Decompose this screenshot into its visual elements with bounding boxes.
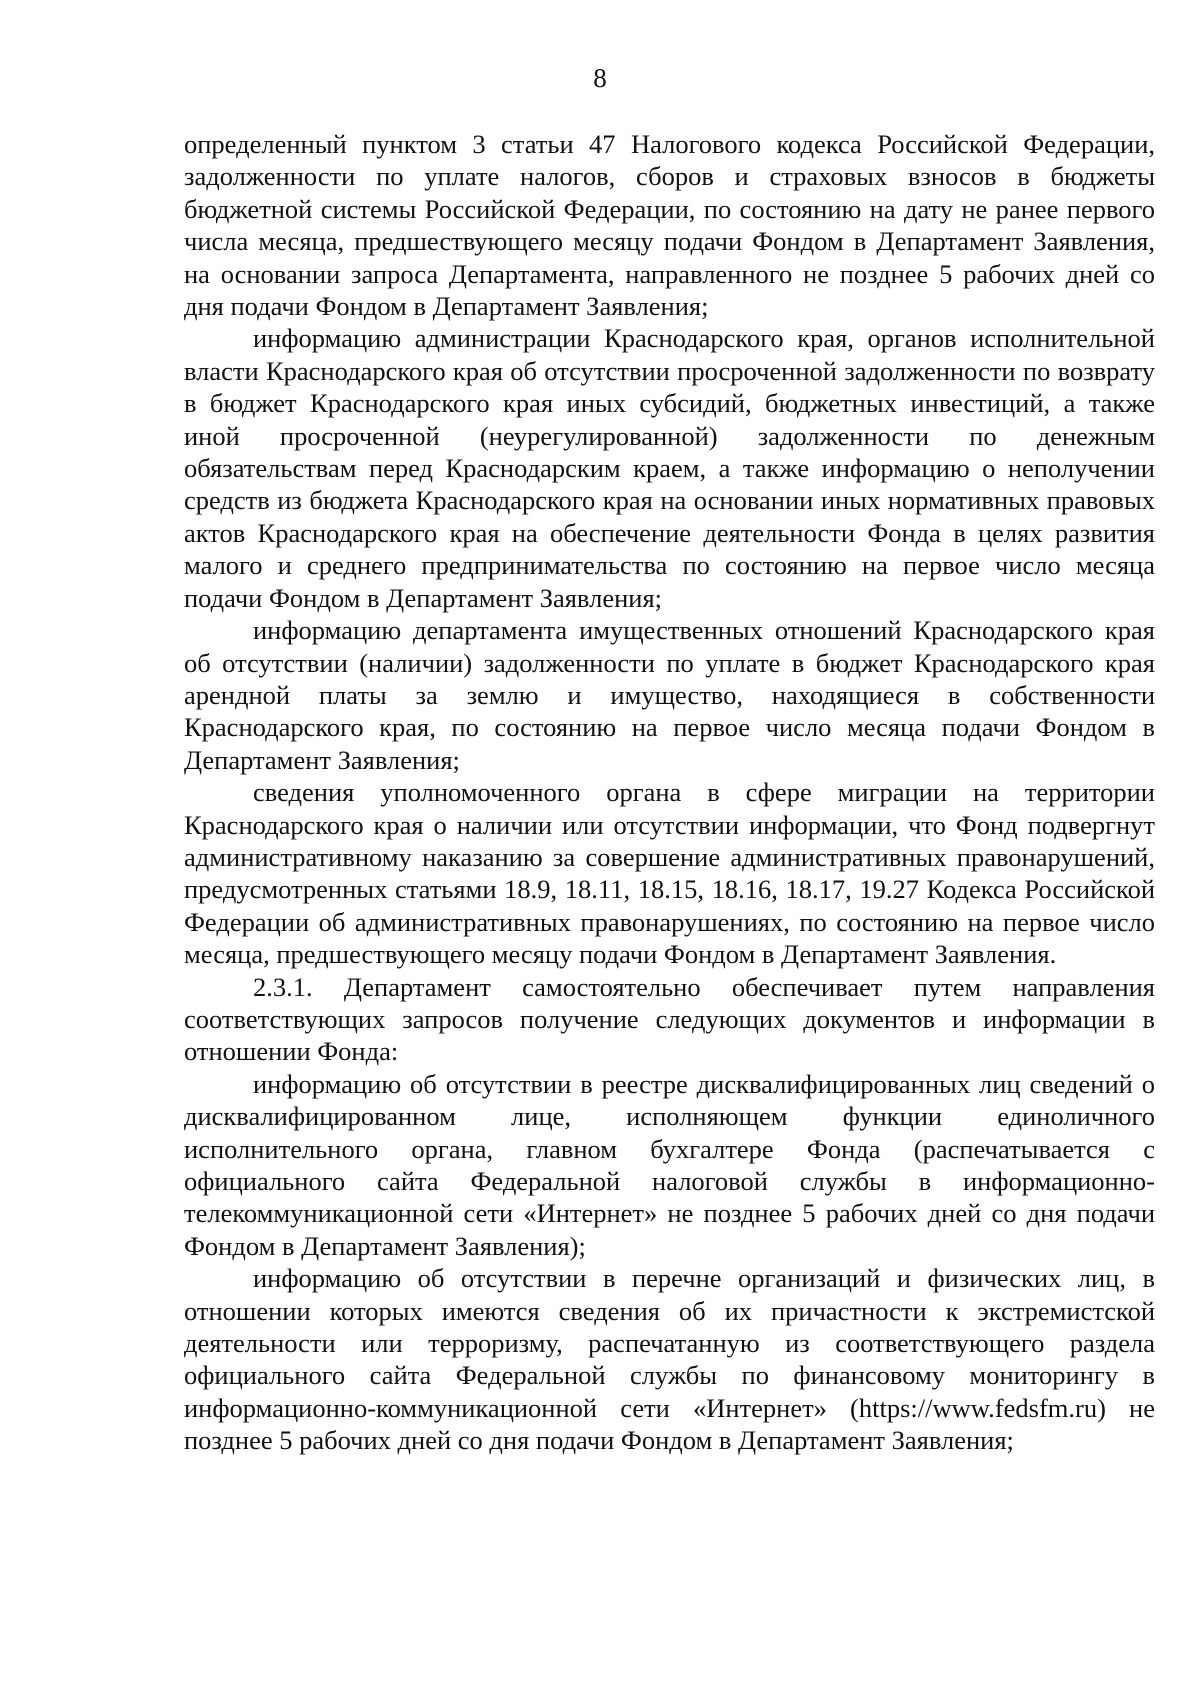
paragraph-migration-info: сведения уполномоченного органа в сфере миграции на территории Краснодарского края о наличии или отсутствии информации, что Фонд подвергнут административному наказанию за совершение административных правонарушений, предусмотренных статьями 18.9, 18.11, 18.15, 18.16, 18.17, 19.27 Кодекса Российской Федерации об административных правонарушениях, по состоянию на первое число месяца, предшествующего месяцу подачи Фондом в Департамент Заявления. <box>184 777 1155 970</box>
paragraph-property-department-info: информацию департамента имущественных отношений Краснодарского края об отсутствии (наличии) задолженности по уплате в бюджет Краснодарского края арендной платы за землю и имущество, находящиеся в собственности Краснодарского края, по состоянию на первое число месяца подачи Фондом в Департамент Заявления; <box>184 615 1155 775</box>
document-body <box>184 128 1155 1457</box>
paragraph-tax-debt-continuation: определенный пунктом 3 статьи 47 Налогового кодекса Российской Федерации, задолженности по уплате налогов, сборов и страховых взносов в бюджеты бюджетной системы Российской Федерации, по состоянию на дату не ранее первого числа месяца, предшествующего месяцу подачи Фондом в Департамент Заявления, на основании запроса Департамента, направленного не позднее 5 рабочих дней со дня подачи Фондом в Департамент Заявления; <box>184 129 1155 322</box>
page-number: 8 <box>593 63 607 93</box>
paragraph-disqualified-persons-info: информацию об отсутствии в реестре дисквалифицированных лиц сведений о дисквалифицированном лице, исполняющем функции единоличного исполнительного органа, главном бухгалтере Фонда (распечатывается с официального сайта Федеральной налоговой службы в информационно-телекоммуникационной сети «Интернет» не позднее 5 рабочих дней со дня подачи Фондом в Департамент Заявления); <box>184 1068 1155 1261</box>
paragraph-administration-info: информацию администрации Краснодарского края, органов исполнительной власти Краснодарского края об отсутствии просроченной задолженности по возврату в бюджет Краснодарского края иных субсидий, бюджетных инвестиций, а также иной просроченной (неурегулированной) задолженности по денежным обязательствам перед Краснодарским краем, а также информацию о неполучении средств из бюджета Краснодарского края на основании иных нормативных правовых актов Краснодарского края на обеспечение деятельности Фонда в целях развития малого и среднего предпринимательства по состоянию на первое число месяца подачи Фондом в Департамент Заявления; <box>184 323 1155 613</box>
paragraph-section-2-3-1: 2.3.1. Департамент самостоятельно обеспечивает путем направления соответствующих запросов получение следующих документов и информации в отношении Фонда: <box>184 971 1155 1067</box>
paragraph-extremism-list-info: информацию об отсутствии в перечне организаций и физических лиц, в отношении которых имеются сведения об их причастности к экстремистской деятельности или терроризму, распечатанную из соответствующего раздела официального сайта Федеральной службы по финансовому мониторингу в информационно-коммуникационной сети «Интернет» (https://www.fedsfm.ru) не позднее 5 рабочих дней со дня подачи Фондом в Департамент Заявления; <box>184 1263 1155 1456</box>
